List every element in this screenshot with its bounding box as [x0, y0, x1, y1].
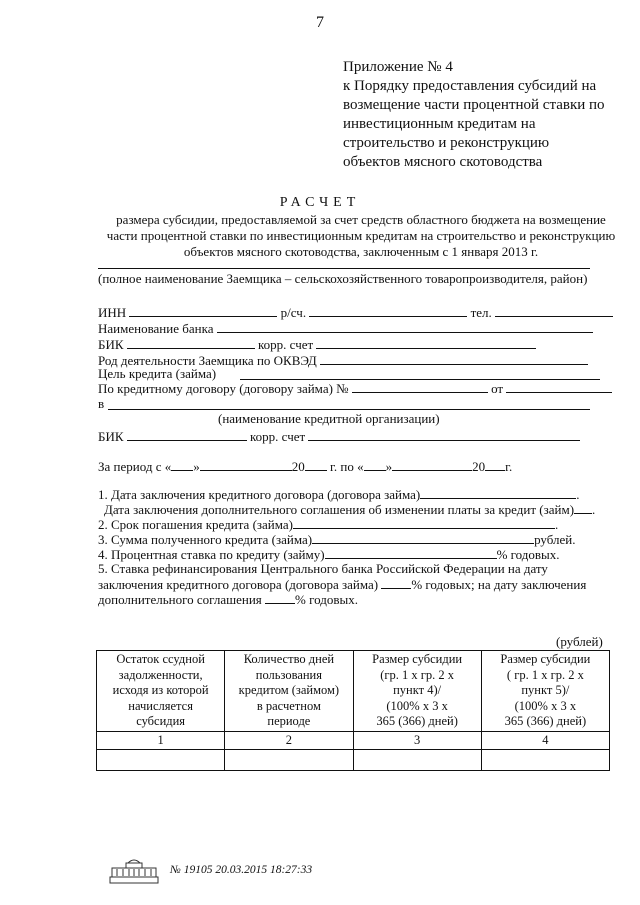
period-from-year[interactable] [305, 458, 327, 471]
korr-field[interactable] [316, 336, 536, 349]
item-5-label: заключения кредитного договора (договора займа) [98, 577, 379, 592]
subtitle-line: размера субсидии, предоставляемой за счет средств областного бюджета на возмещение [116, 212, 606, 227]
inn-field[interactable] [129, 304, 277, 317]
appendix-line: объектов мясного скотоводства [343, 154, 543, 170]
page-number: 7 [316, 14, 324, 31]
contract-label: По кредитному договору (договору займа) № [98, 381, 349, 396]
bik-field[interactable] [127, 336, 255, 349]
table-cell[interactable] [353, 749, 481, 770]
item-2-label: 2. Срок погашения кредита (займа) [98, 517, 293, 532]
item-5-rate-field[interactable] [381, 576, 411, 589]
v-label: в [98, 396, 105, 411]
registry-stamp-icon [108, 857, 160, 885]
period-to-open: г. по « [330, 459, 364, 474]
v-row [98, 396, 104, 412]
purpose-label: Цель кредита (займа) [98, 366, 217, 381]
bik2-row [98, 428, 580, 445]
column-number: 4 [481, 731, 609, 749]
subtitle-line: части процентной ставки по инвестиционным кредитам на строительство и реконструкцию [106, 228, 616, 243]
contract-row [98, 380, 612, 397]
bik-label: БИК [98, 337, 124, 352]
period-from-year-prefix: 20 [291, 459, 305, 474]
borrower-name-line[interactable] [98, 268, 590, 269]
org-caption: (наименование кредитной организации) [218, 411, 440, 426]
column-number: 2 [225, 731, 353, 749]
column-number: 1 [97, 731, 225, 749]
period-from-day[interactable] [171, 458, 193, 471]
appendix-title: Приложение № 4 [343, 59, 453, 75]
item-5-add-rate-unit: % годовых. [295, 592, 358, 607]
appendix-line: строительство и реконструкцию [343, 135, 550, 151]
period-to-month[interactable] [392, 458, 472, 471]
table-number-row [97, 731, 610, 749]
table-unit: (рублей) [556, 634, 603, 649]
period-to-year[interactable] [485, 458, 505, 471]
calculation-table [96, 650, 610, 771]
appendix-line: возмещение части процентной ставки по [343, 97, 605, 113]
table-cell[interactable] [481, 749, 609, 770]
bank-name-field[interactable] [217, 320, 593, 333]
column-number: 3 [353, 731, 481, 749]
bik2-label: БИК [98, 429, 124, 444]
appendix-line: инвестиционным кредитам на [343, 116, 536, 132]
item-3-unit: рублей. [534, 532, 576, 547]
item-2-field[interactable] [293, 516, 555, 529]
registration-footer: № 19105 20.03.2015 18:27:33 [170, 864, 313, 876]
item-5-rate-unit: % годовых; на дату заключения [411, 577, 587, 592]
tel-label: тел. [470, 305, 492, 320]
item-4-field[interactable] [325, 546, 497, 559]
borrower-caption: (полное наименование Заемщика – сельскохозяйственного товаропроизводителя, район) [98, 271, 588, 286]
document-subtitle [96, 212, 626, 260]
table-header-row [97, 651, 610, 732]
subtitle-line: объектов мясного скотоводства, заключенным с 1 января 2013 г. [183, 244, 539, 259]
rs-field[interactable] [309, 304, 467, 317]
item-1-add-field[interactable] [574, 501, 592, 514]
period-from-close: » [193, 459, 200, 474]
period-from-month[interactable] [200, 458, 292, 471]
item-1: 1. Дата заключения кредитного договора (договора займа) . [98, 487, 580, 502]
korr-label: корр. счет [258, 337, 314, 352]
column-header: Количество дней пользования кредитом (займом) в расчетном периоде [225, 651, 353, 732]
bik-row [98, 336, 536, 353]
column-header: Размер субсидии (гр. 1 х гр. 2 х пункт 4)/ (100% х 3 х 365 (366) дней) [353, 651, 481, 732]
column-header: Остаток ссудной задолженности, исходя из которой начисляется субсидия [97, 651, 225, 732]
item-2: 2. Срок погашения кредита (займа) . [98, 517, 559, 532]
ot-label: от [491, 381, 504, 396]
item-5-line-3 [98, 591, 358, 608]
item-1-label: 1. Дата заключения кредитного договора (договора займа) [98, 487, 421, 502]
item-4-label: 4. Процентная ставка по кредиту (займу) [98, 547, 325, 562]
okved-label: Род деятельности Заемщика по ОКВЭД [98, 353, 317, 368]
item-1-field[interactable] [420, 486, 576, 499]
bank-row [98, 320, 593, 337]
item-3-field[interactable] [312, 531, 534, 544]
item-5-line-1: 5. Ставка рефинансирования Центрального банка Российской Федерации на дату [98, 561, 548, 576]
table-row [97, 749, 610, 770]
item-5-add-rate-field[interactable] [265, 591, 295, 604]
period-to-year-prefix: 20 [472, 459, 486, 474]
period-to-g: г. [505, 459, 513, 474]
item-1-add: Дата заключения дополнительного соглашения об изменении платы за кредит (займ) . [104, 502, 596, 517]
period-label: За период [98, 459, 153, 474]
appendix-header [343, 58, 605, 172]
bank-name-label: Наименование банка [98, 321, 214, 336]
inn-row [98, 304, 613, 321]
appendix-line: к Порядку предоставления субсидий на [343, 78, 597, 94]
item-5-add-label: дополнительного соглашения [98, 592, 262, 607]
period-to-day[interactable] [364, 458, 386, 471]
rs-label: р/сч. [280, 305, 307, 320]
period-to-close: » [385, 459, 393, 474]
item-1-add-label: Дата заключения дополнительного соглашения об изменении платы за кредит (займ) [104, 502, 575, 517]
okved-field[interactable] [320, 352, 588, 365]
contract-number-field[interactable] [352, 380, 488, 393]
table-cell[interactable] [97, 749, 225, 770]
tel-field[interactable] [495, 304, 613, 317]
table-cell[interactable] [225, 749, 353, 770]
item-3-label: 3. Сумма полученного кредита (займа) [98, 532, 313, 547]
period-row [98, 458, 512, 475]
contract-date-field[interactable] [506, 380, 612, 393]
item-4-unit: % годовых. [496, 547, 560, 562]
column-header: Размер субсидии ( гр. 1 х гр. 2 х пункт 5)/ (100% х 3 х 365 (366) дней) [481, 651, 609, 732]
korr2-field[interactable] [308, 428, 580, 441]
bik2-field[interactable] [127, 428, 247, 441]
korr2-label: корр. счет [250, 429, 306, 444]
period-from-open: с « [155, 459, 172, 474]
inn-label: ИНН [98, 305, 127, 320]
document-heading: РАСЧЕТ [279, 195, 361, 210]
credit-org-field[interactable] [108, 409, 590, 410]
